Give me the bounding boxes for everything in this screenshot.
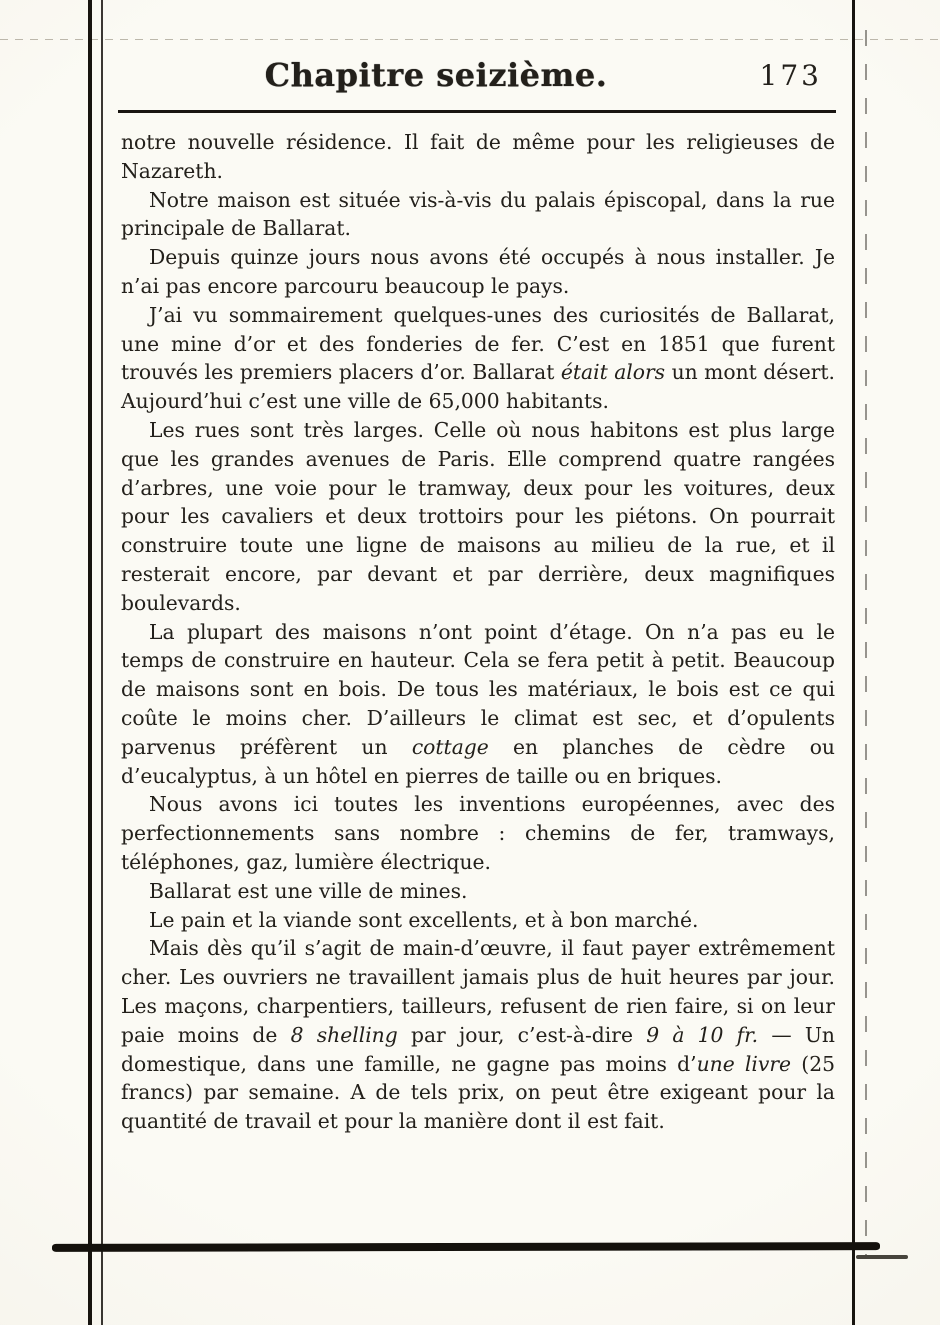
paragraph [121,186,835,244]
left-border-line-outer [88,0,92,1325]
italic-run: une livre [696,1051,792,1076]
chapter-title: Chapitre seizième. [264,56,608,94]
right-border-line [852,0,855,1325]
paragraph [121,416,835,618]
body-text [121,128,835,1136]
paragraph [121,906,835,935]
text-run: — Un domestique, dans une famille, ne gagne pas moins d’ [121,1022,835,1076]
text-run: Mais dès qu’il s’agit de main-d’œuvre, il faut payer extrêmement cher. Les ouvriers ne travaillent jamais plus de huit heures par jour. Les maçons, charpentiers, tailleurs, refusent de rien faire, si on leur paie moins de [121,936,835,1047]
paragraph [121,934,835,1136]
text-run: Depuis quinze jours nous avons été occupés à nous installer. Je n’ai pas encore parcouru beaucoup le pays. [121,245,835,298]
paragraph [121,877,835,906]
running-header [120,56,834,106]
text-run: Notre maison est située vis-à-vis du palais épiscopal, dans la rue principale de Ballarat. [121,187,835,241]
scan-artifact-top-line [0,39,940,40]
italic-run: 8 shelling [290,1022,398,1047]
paragraph [121,790,835,876]
header-rule [118,110,836,113]
bottom-rule-stub [856,1255,908,1259]
paragraph [121,301,835,416]
text-run: La plupart des maisons n’ont point d’étage. On n’a pas eu le temps de construire en hauteur. Cela se fera petit à petit. Beaucoup de maisons sont en bois. De tous les matériaux, le bois est ce qui coûte le moins cher. D’ailleurs le climat est sec, et d’opulents parvenus préfèrent un [121,619,835,759]
text-run: un mont désert. Aujourd’hui c’est une ville de 65,000 habitants. [121,360,835,414]
bottom-rule [52,1242,880,1252]
paragraph [121,128,835,186]
italic-run: était alors [560,360,666,385]
text-run: en planches de cèdre ou d’eucalyptus, à un hôtel en pierres de taille ou en briques. [121,734,835,788]
text-run: (25 francs) par semaine. A de tels prix, on peut être exigeant pour la quantité de travail et pour la manière dont il est fait. [121,1051,835,1134]
text-run: Ballarat est une ville de mines. [149,878,468,903]
paragraph [121,243,835,301]
text-run: notre nouvelle résidence. Il fait de même pour les religieuses de Nazareth. [121,130,835,183]
right-border-dashed-line [865,30,867,1255]
text-run: par jour, c’est-à-dire [397,1022,647,1047]
text-run: Le pain et la viande sont excellents, et à bon marché. [149,907,699,932]
text-run: Les rues sont très larges. Celle où nous habitons est plus large que les grandes avenues de Paris. Elle comprend quatre rangées d’arbres, une voie pour le tramway, deux pour les voitures, deux pour les cavaliers et deux trottoirs pour les piétons. On pourrait construire toute une ligne de maisons au milieu de la rue, et il resterait encore, par devant et par derrière, deux magnifiques boulevards. [121,417,835,615]
left-border-line-inner [101,0,103,1325]
page-number: 173 [759,59,822,92]
italic-run: 9 à 10 fr. [646,1022,759,1047]
italic-run: cottage [411,734,489,759]
text-run: J’ai vu sommairement quelques-unes des curiosités de Ballarat, une mine d’or et des fonderies de fer. C’est en 1851 que furent trouvés les premiers placers d’or. Ballarat [121,302,835,385]
text-run: Nous avons ici toutes les inventions européennes, avec des perfectionnements sans nombre : chemins de fer, tramways, téléphones, gaz, lumière électrique. [121,792,835,874]
paragraph [121,618,835,791]
